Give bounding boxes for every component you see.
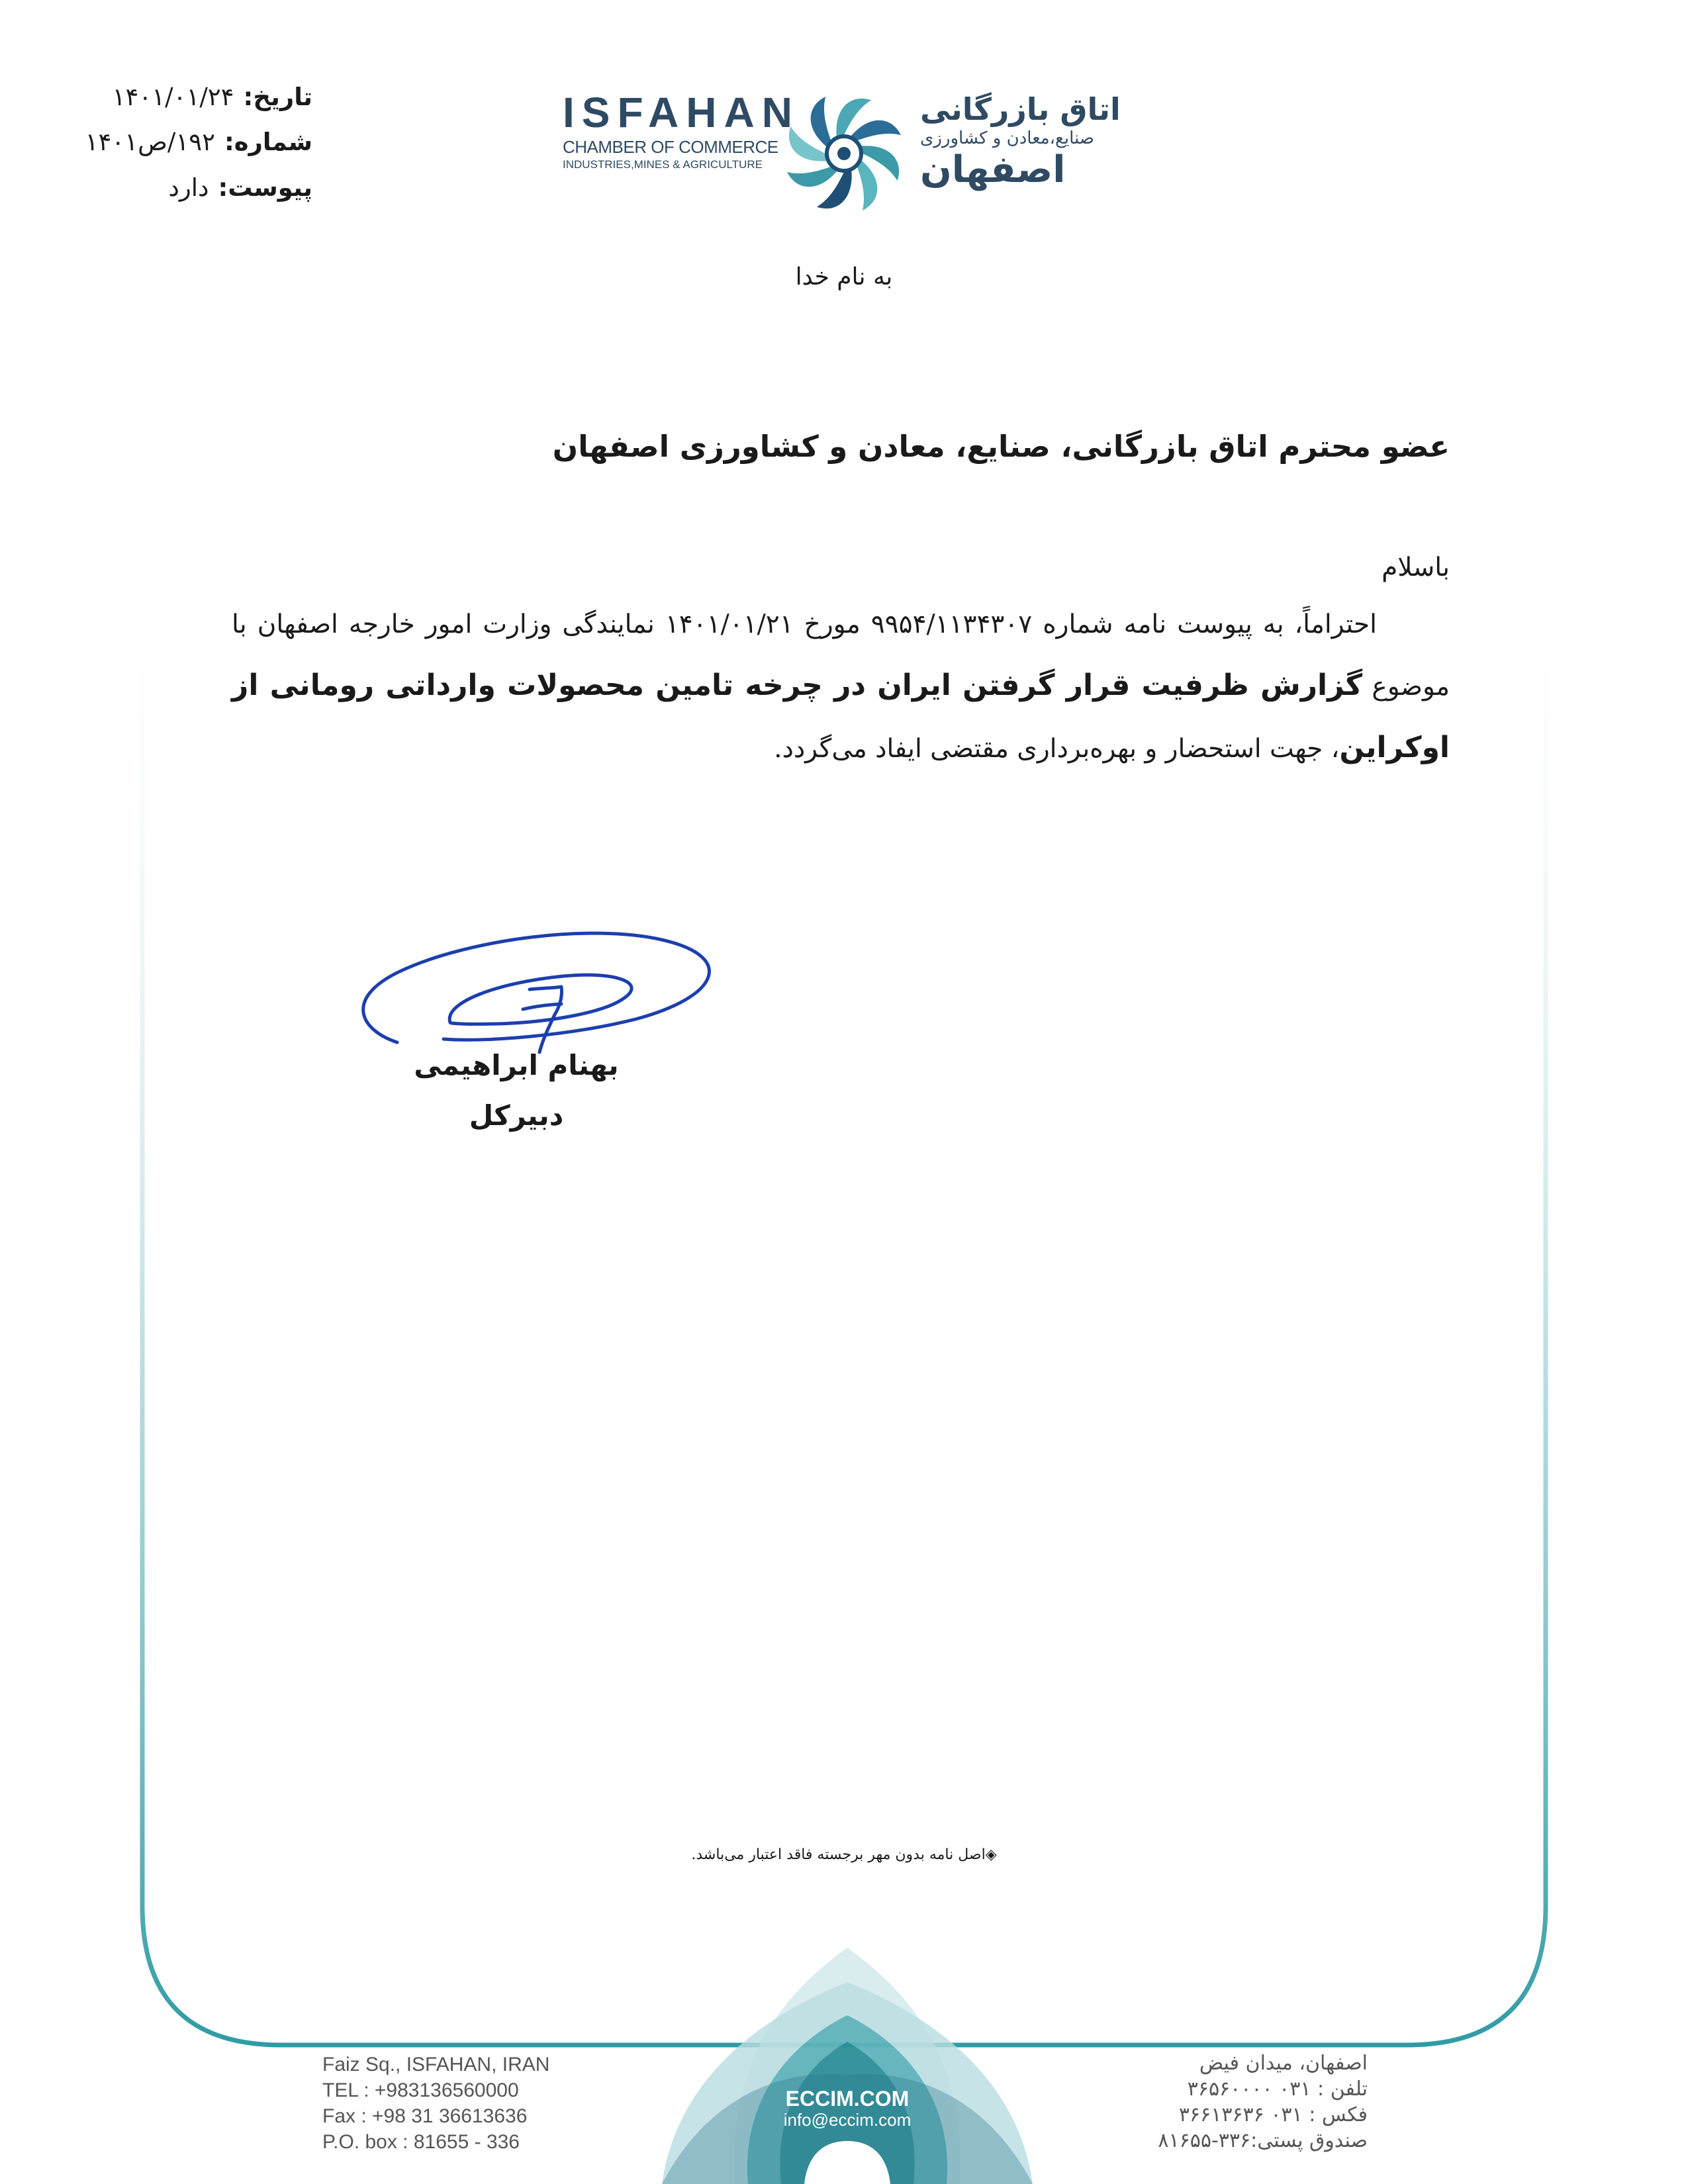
validity-note-text: اصل نامه بدون مهر برجسته فاقد اعتبار می‌باشد. [691,1846,986,1863]
date-field [113,83,312,111]
number-label: شماره: [224,128,312,156]
greeting: باسلام [1382,553,1450,582]
chamber-logo [563,91,1132,224]
date-value: ۱۴۰۱/۰۱/۲۴ [112,83,234,111]
validity-note [0,1846,1688,1863]
handwritten-signature [351,910,735,1062]
footer-en-address: Faiz Sq., ISFAHAN, IRAN [322,2054,550,2075]
footer-fa-pobox: صندوق پستی:۳۳۶-۸۱۶۵۵ [1158,2129,1368,2152]
logo-en-line2: INDUSTRIES,MINES & AGRICULTURE [563,158,763,171]
signer-name: بهنام ابراهیمی [414,1049,619,1081]
footer-fa-fax: فکس : ۰۳۱ ۳۶۶۱۳۶۳۶ [1178,2103,1368,2126]
logo-english-text [563,89,800,172]
footer-en-fax: Fax : +98 31 36613636 [322,2105,528,2127]
date-label: تاریخ: [243,83,312,111]
logo-en-name: ISFAHAN [563,89,800,136]
footer-en-tel: TEL : +983136560000 [322,2079,519,2101]
logo-fa-line1: اتاق بازرگانی [920,91,1121,127]
number-field [85,128,312,156]
attachment-field [168,173,312,202]
email-link[interactable]: info@eccim.com [783,2110,912,2130]
diamond-icon: ◈ [985,1846,997,1863]
logo-en-line1: CHAMBER OF COMMERCE [563,137,778,157]
logo-persian-text [920,91,1132,191]
footer-persian-contact [1158,2050,1368,2154]
signer-block [404,1040,629,1141]
recipient-line: عضو محترم اتاق بازرگانی، صنایع، معادن و کشاورزی اصفهان [552,429,1450,464]
number-value: ۱۹۲/ص۱۴۰۱ [85,128,215,156]
attachment-label: پیوست: [218,173,312,202]
body-intro: احتراماً، به پیوست نامه شماره ۹۹۵۴/۱۱۳۴۳۰۷ مورخ ۱۴۰۱/۰۱/۲۱ نمایندگی وزارت امور خارجه اصفهان با موضوع [232,610,1450,702]
logo-fa-line3: اصفهان [920,148,1066,191]
footer-english-contact [322,2052,549,2155]
invocation: به نام خدا [795,263,893,291]
footer-contact-center [741,2088,953,2130]
website-link[interactable]: ECCIM.COM [785,2087,910,2111]
footer-emblem-icon [583,1942,1112,2184]
logo-emblem-icon [778,87,910,220]
letter-body [232,594,1450,780]
logo-fa-line2: صنایع،معادن و کشاورزی [920,128,1094,148]
attachment-value: دارد [168,173,209,202]
body-closing: ، جهت استحضار و بهره‌برداری مقتضی ایفاد می‌گردد. [774,734,1340,764]
footer-fa-address: اصفهان، میدان فیض [1199,2052,1368,2075]
footer-fa-tel: تلفن : ۰۳۱ ۳۶۵۶۰۰۰۰ [1187,2077,1368,2101]
body-subject: گزارش ظرفیت قرار گرفتن ایران در چرخه تامین محصولات وارداتی رومانی از اوکراین [232,668,1450,764]
footer-en-pobox: P.O. box : 81655 - 336 [322,2131,520,2153]
signer-title: دبیرکل [469,1099,564,1132]
